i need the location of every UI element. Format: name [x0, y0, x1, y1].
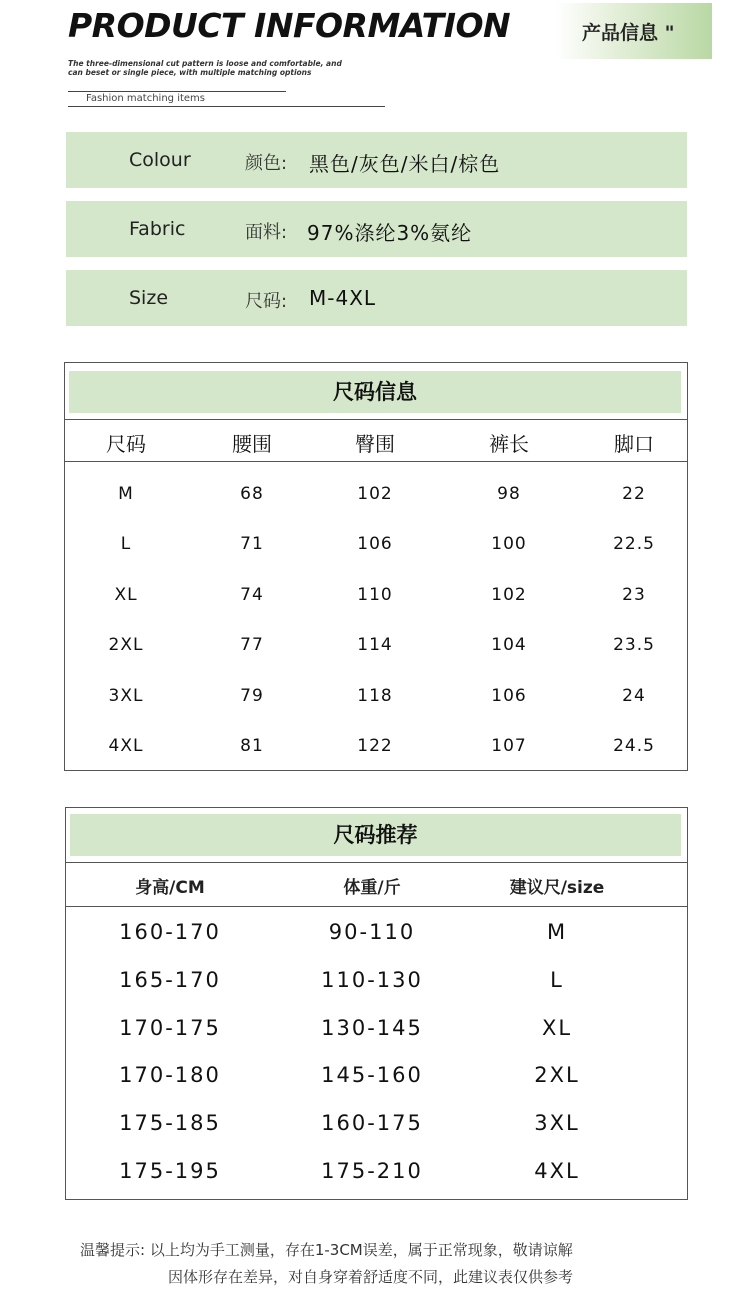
- size-table-cell: 24: [622, 685, 646, 706]
- size-header-cell: 腰围: [232, 432, 272, 456]
- info-cn-label: 尺码:: [245, 291, 288, 312]
- rec-table-cell: M: [546, 920, 568, 944]
- size-table-cell: 98: [497, 484, 521, 504]
- page-title: PRODUCT INFORMATION: [68, 6, 511, 45]
- rec-table-cell: 170-175: [119, 1015, 221, 1040]
- size-header-cell: 臀围: [355, 432, 395, 456]
- divider: [68, 106, 385, 107]
- info-cn-label: 颜色:: [245, 153, 288, 174]
- rec-table-cell: 3XL: [534, 1111, 580, 1136]
- info-row-colour: [66, 132, 687, 188]
- size-table-title: 尺码信息: [69, 371, 681, 413]
- size-table: [64, 362, 688, 771]
- rec-table-cell: 175-195: [119, 1159, 221, 1183]
- rec-table-cell: 160-175: [321, 1111, 423, 1136]
- size-table-cell: 102: [491, 584, 527, 605]
- rec-table-cell: 4XL: [534, 1159, 580, 1183]
- size-table-cell: 81: [240, 736, 264, 756]
- info-en-label: Colour: [129, 149, 191, 171]
- rec-table-cell: 165-170: [119, 967, 221, 992]
- size-header-cell: 脚口: [614, 432, 654, 456]
- info-en-label: Size: [129, 287, 169, 309]
- info-value: M-4XL: [309, 286, 377, 310]
- size-table-cell: XL: [114, 584, 138, 605]
- size-table-cell: 79: [240, 685, 264, 706]
- rec-table-cell: XL: [541, 1015, 573, 1040]
- note-line-2: 因体形存在差异，对自身穿着舒适度不同，此建议表仅供参考: [168, 1268, 574, 1286]
- rec-table-cell: 175-210: [321, 1159, 423, 1183]
- divider: [65, 419, 687, 420]
- rec-header-cell: 建议尺/size: [509, 878, 605, 898]
- rec-table-cell: 170-180: [119, 1063, 221, 1088]
- subtitle: [68, 59, 368, 77]
- rec-table-cell: L: [550, 967, 564, 992]
- subtitle-line-2: can beset or single piece, with multiple matching options: [68, 68, 312, 77]
- info-row-size: [66, 270, 687, 326]
- size-table-cell: 24.5: [613, 736, 655, 756]
- size-table-cell: 22: [622, 484, 646, 504]
- size-table-cell: 106: [491, 685, 527, 706]
- size-table-cell: 23: [622, 584, 646, 605]
- size-table-cell: 110: [357, 584, 393, 605]
- info-cn-label: 面料:: [245, 222, 288, 243]
- size-table-cell: 3XL: [108, 685, 144, 706]
- divider: [66, 906, 687, 907]
- rec-table-cell: 2XL: [534, 1063, 580, 1088]
- divider: [66, 862, 687, 863]
- divider: [68, 91, 286, 92]
- info-value: 黑色/灰色/米白/棕色: [309, 152, 501, 176]
- info-value: 97%涤纶3%氨纶: [307, 221, 473, 245]
- divider: [65, 461, 687, 462]
- info-en-label: Fabric: [129, 218, 186, 240]
- size-header-cell: 裤长: [489, 432, 529, 456]
- size-table-cell: M: [118, 484, 134, 504]
- rec-table-cell: 145-160: [321, 1063, 423, 1088]
- size-table-cell: L: [120, 534, 132, 555]
- rec-table-cell: 160-170: [119, 920, 221, 944]
- rec-header-cell: 身高/CM: [135, 878, 205, 898]
- size-table-cell: 122: [357, 736, 393, 756]
- size-header-cell: 尺码: [106, 432, 146, 456]
- size-table-cell: 106: [357, 534, 393, 555]
- size-table-cell: 74: [240, 584, 264, 605]
- rec-table-title: 尺码推荐: [70, 814, 681, 856]
- rec-table-cell: 175-185: [119, 1111, 221, 1136]
- rec-table: [65, 807, 688, 1200]
- size-table-cell: 22.5: [613, 534, 655, 555]
- size-table-cell: 2XL: [108, 635, 144, 656]
- size-table-cell: 71: [240, 534, 264, 555]
- info-row-fabric: [66, 201, 687, 257]
- size-table-cell: 23.5: [613, 635, 655, 656]
- size-table-cell: 4XL: [108, 736, 144, 756]
- size-table-cell: 114: [357, 635, 393, 656]
- rec-table-cell: 90-110: [328, 920, 416, 944]
- size-table-cell: 102: [357, 484, 393, 504]
- subtitle-line-1: The three-dimensional cut pattern is loose and comfortable, and: [68, 59, 342, 68]
- fashion-label: Fashion matching items: [86, 93, 205, 104]
- rec-table-cell: 130-145: [321, 1015, 423, 1040]
- size-table-cell: 77: [240, 635, 264, 656]
- cn-title-tag: [556, 3, 712, 59]
- size-table-cell: 118: [357, 685, 393, 706]
- size-table-cell: 68: [240, 484, 264, 504]
- cn-title-text: 产品信息 ": [582, 22, 675, 44]
- size-table-cell: 104: [491, 635, 527, 656]
- note-line-1: 温馨提示: 以上均为手工测量，存在1-3CM误差，属于正常现象，敬请谅解: [80, 1241, 573, 1259]
- rec-table-cell: 110-130: [321, 967, 423, 992]
- size-table-cell: 107: [491, 736, 527, 756]
- size-table-cell: 100: [491, 534, 527, 555]
- rec-header-cell: 体重/斤: [343, 878, 401, 898]
